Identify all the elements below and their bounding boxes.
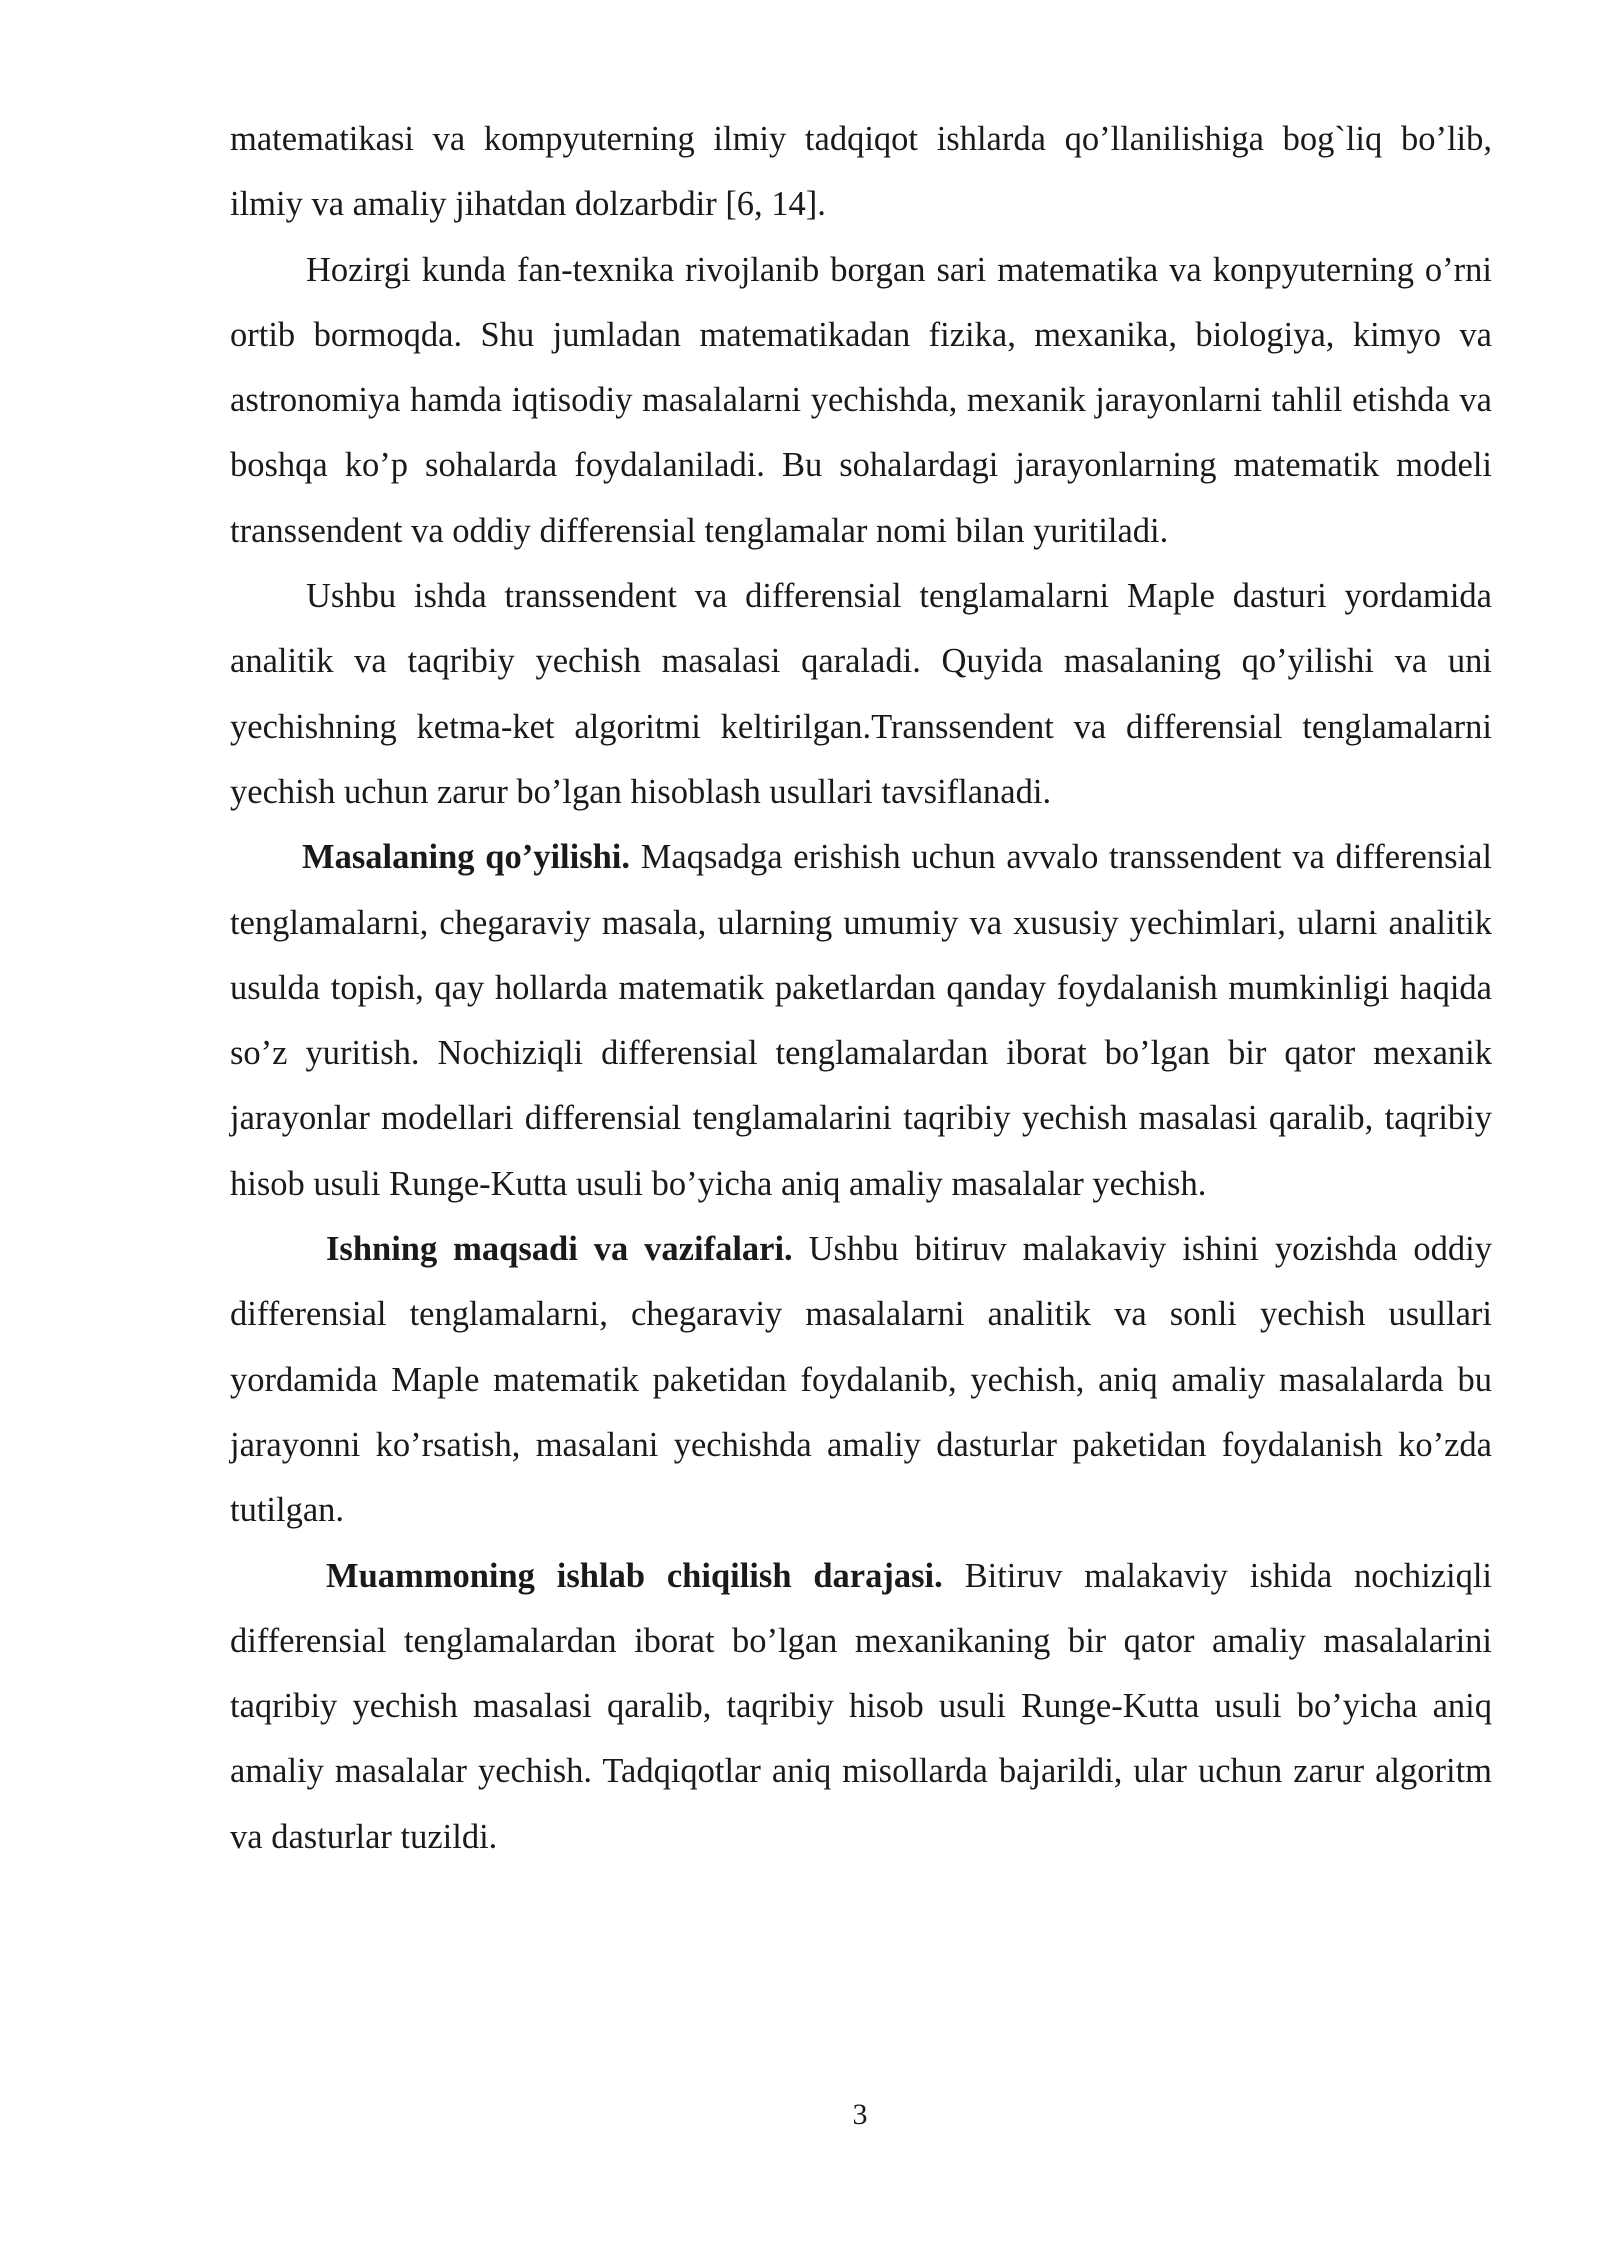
body-text	[230, 107, 1492, 1870]
paragraph-text: Ushbu bitiruv malakaviy ishini yozishda oddiy differensial tenglamalarni, chegaraviy masalalarni analitik va sonli yechish usullari yordamida Maple matematik paketidan foydalanib, yechish, aniq amaliy masalalarda bu jarayonni ko’rsatish, masalani yechishda amaliy dasturlar paketidan foydalanish ko’zda tutilgan.	[230, 1230, 1492, 1530]
paragraph-goals	[230, 1217, 1492, 1543]
paragraph-heading: Ishning maqsadi va vazifalari.	[326, 1230, 793, 1269]
paragraph-text: Hozirgi kunda fan-texnika rivojlanib borgan sari matematika va konpyuterning o’rni ortib bormoqda. Shu jumladan matematikadan fizika, mexanika, biologiya, kimyo va astronomiya hamda iqtisodiy masalalarni yechishda, mexanik jarayonlarni tahlil etishda va boshqa ko’p sohalarda foydalaniladi. Bu sohalardagi jarayonlarning matematik modeli transsendent va oddiy differensial tenglamalar nomi bilan yuritiladi.	[230, 250, 1492, 550]
paragraph-text: Bitiruv malakaviy ishida nochiziqli differensial tenglamalardan iborat bo’lgan mexanikaning bir qator amaliy masalalarini taqribiy yechish masalasi qaralib, taqribiy hisob usuli Runge-Kutta usuli bo’yicha aniq amaliy masalalar yechish. Tadqiqotlar aniq misollarda bajarildi, ular uchun zarur algoritm va dasturlar tuzildi.	[230, 1556, 1492, 1856]
paragraph-development-level	[230, 1544, 1492, 1870]
paragraph-text: Maqsadga erishish uchun avvalo transsendent va differensial tenglamalarni, chegaraviy masala, ularning umumiy va xususiy yechimlari, ularni analitik usulda topish, qay hollarda matematik paketlardan qanday foydalanish mumkinligi haqida so’z yuritish. Nochiziqli differensial tenglamalardan iborat bo’lgan bir qator mexanik jarayonlar modellari differensial tenglamalarini taqribiy yechish masalasi qaralib, taqribiy hisob usuli Runge-Kutta usuli bo’yicha aniq amaliy masalalar yechish.	[230, 838, 1492, 1203]
paragraph-problem-statement	[230, 825, 1492, 1217]
paragraph-importance	[230, 238, 1492, 564]
paragraph-heading: Muammoning ishlab chiqilish darajasi.	[326, 1556, 943, 1595]
paragraph-continuation	[230, 107, 1492, 238]
page-number: 3	[852, 2098, 868, 2131]
paragraph-scope	[230, 564, 1492, 825]
paragraph-heading: Masalaning qo’yilishi.	[302, 838, 631, 877]
paragraph-text: Ushbu ishda transsendent va differensial tenglamalarni Maple dasturi yordamida analitik va taqribiy yechish masalasi qaraladi. Quyida masalaning qo’yilishi va uni yechishning ketma-ket algoritmi keltirilgan.Transsendent va differensial tenglamalarni yechish uchun zarur bo’lgan hisoblash usullari tavsiflanadi.	[230, 577, 1492, 811]
paragraph-text: matematikasi va kompyuterning ilmiy tadqiqot ishlarda qo’llanilishiga bog`liq bo’lib, ilmiy va amaliy jihatdan dolzarbdir [6, 14].	[230, 120, 1492, 224]
